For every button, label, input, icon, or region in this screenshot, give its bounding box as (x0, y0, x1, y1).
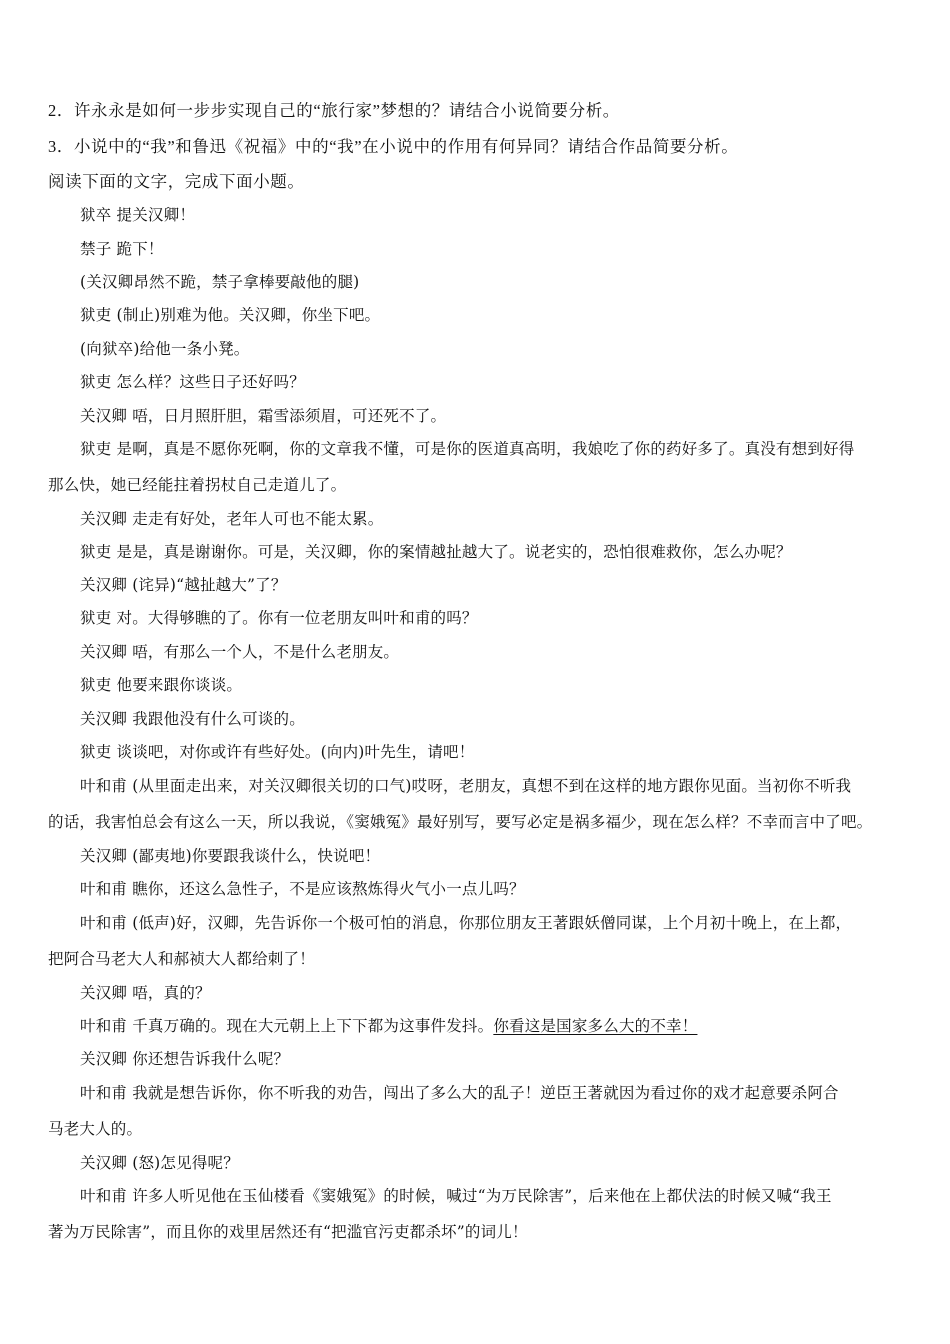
question-3: 3．小说中的“我”和鲁迅《祝福》中的“我”在小说中的作用有何异同？请结合作品简要分析。 (48, 137, 739, 156)
script-line: 关汉卿 唔，日月照肝胆，霜雪添须眉，可还死不了。 (80, 407, 447, 425)
question-2: 2．许永永是如何一步步实现自己的“旅行家”梦想的？请结合小说简要分析。 (48, 101, 620, 120)
script-line: 关汉卿 我跟他没有什么可谈的。 (80, 710, 305, 728)
reading-instruction: 阅读下面的文字，完成下面小题。 (48, 172, 305, 191)
stage-direction: (关汉卿昂然不跪，禁子拿棒要敲他的腿) (80, 273, 360, 291)
script-line: 叶和甫 许多人听见他在玉仙楼看《窦娥冤》的时候，喊过“为万民除害”，后来他在上都伏法的时候又喊“我王 (80, 1187, 832, 1205)
script-line: 关汉卿 (怒)怎见得呢？ (80, 1154, 239, 1172)
script-line: 叶和甫 (从里面走出来，对关汉卿很关切的口气)哎呀，老朋友，真想不到在这样的地方跟你见面。当初你不听我 (80, 777, 852, 795)
script-line-continued: 那么快，她已经能拄着拐杖自己走道儿了。 (48, 476, 347, 494)
script-line: 关汉卿 (诧异)“越扯越大”了？ (80, 576, 287, 594)
script-line: 狱吏 怎么样？这些日子还好吗？ (80, 373, 305, 391)
stage-direction: (向狱卒)给他一条小凳。 (80, 340, 250, 358)
script-line: 狱卒 提关汉卿！ (80, 206, 196, 224)
script-line: 狱吏 谈谈吧，对你或许有些好处。(向内)叶先生，请吧！ (80, 743, 475, 761)
script-line-with-underline (80, 1015, 697, 1037)
script-line: 关汉卿 唔，有那么一个人，不是什么老朋友。 (80, 643, 400, 661)
script-line: 狱吏 是啊，真是不愿你死啊，你的文章我不懂，可是你的医道真高明，我娘吃了你的药好多了。真没有想到好得 (80, 440, 855, 458)
script-line: 狱吏 (制止)别难为他。关汉卿，你坐下吧。 (80, 306, 381, 324)
script-line-continued: 的话，我害怕总会有这么一天，所以我说，《窦娥冤》最好别写，要写必定是祸多福少，现在怎么样？不幸而言中了吧。 (48, 813, 873, 831)
script-line: 关汉卿 唔，真的？ (80, 984, 211, 1002)
script-line: 禁子 跪下！ (80, 240, 164, 258)
script-line-continued: 马老大人的。 (48, 1120, 143, 1138)
script-line: 狱吏 对。大得够瞧的了。你有一位老朋友叫叶和甫的吗？ (80, 609, 478, 627)
script-line: 叶和甫 我就是想告诉你，你不听我的劝告，闯出了多么大的乱子！逆臣王著就因为看过你的戏才起意要杀阿合 (80, 1084, 839, 1102)
script-line-continued: 把阿合马老大人和郝祯大人都给刺了！ (48, 950, 315, 968)
script-line-continued: 著为万民除害”，而且你的戏里居然还有“把滥官污吏都杀坏”的词儿！ (48, 1223, 528, 1241)
script-line: 关汉卿 你还想告诉我什么呢？ (80, 1050, 290, 1068)
script-line: 狱吏 是是，真是谢谢你。可是，关汉卿，你的案情越扯越大了。说老实的，恐怕很难救你，怎么办呢？ (80, 543, 792, 561)
script-line: 关汉卿 (鄙夷地)你要跟我谈什么，快说吧！ (80, 847, 381, 865)
underlined-sentence: 你看这是国家多么大的不幸！ (493, 1017, 698, 1035)
script-line: 关汉卿 走走有好处，老年人可也不能太累。 (80, 510, 384, 528)
script-line: 叶和甫 (低声)好，汉卿，先告诉你一个极可怕的消息，你那位朋友王著跟妖僧同谋，上个月初十晚上，在上都， (80, 914, 852, 932)
script-line: 叶和甫 瞧你，还这么急性子，不是应该熬炼得火气小一点儿吗？ (80, 880, 525, 898)
script-line: 狱吏 他要来跟你谈谈。 (80, 676, 243, 694)
underline-line-prefix: 叶和甫 千真万确的。现在大元朝上上下下都为这事件发抖。 (80, 1017, 494, 1035)
